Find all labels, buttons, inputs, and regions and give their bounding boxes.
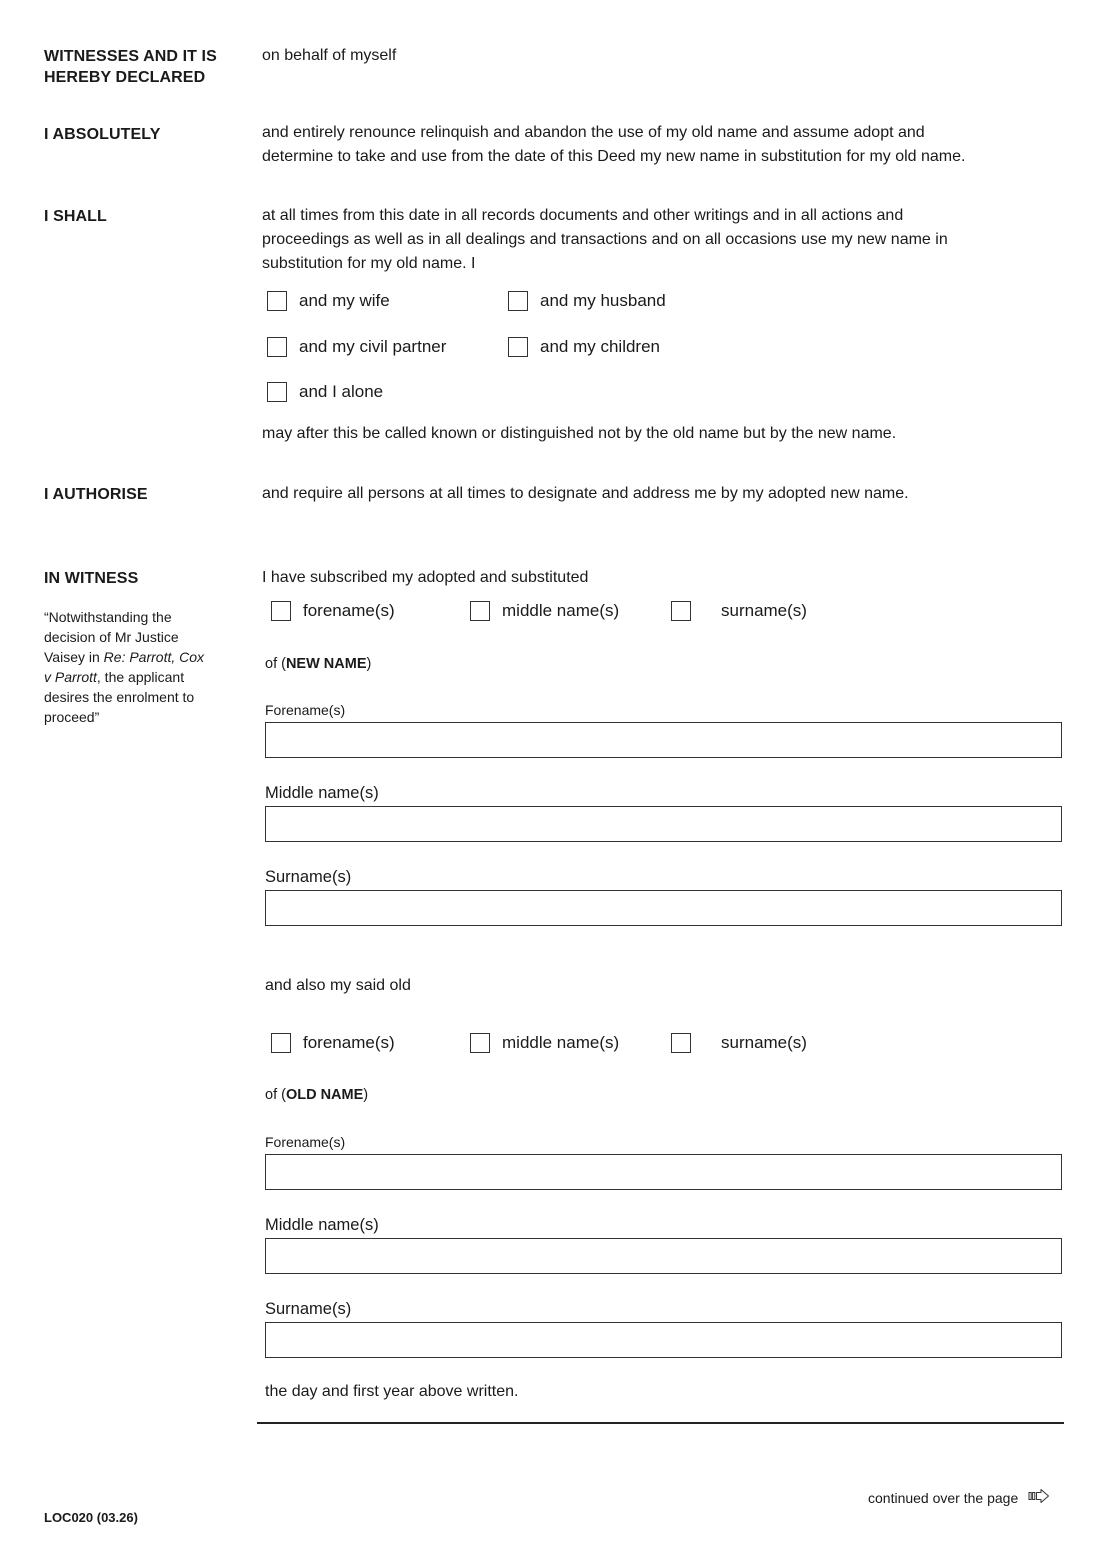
- old-forename-input[interactable]: [265, 1154, 1062, 1190]
- new-name-suffix: ): [366, 656, 372, 672]
- absolutely-text: [262, 121, 965, 169]
- old-option-middle[interactable]: [470, 1031, 619, 1055]
- in-witness-heading: IN WITNESS: [44, 570, 139, 587]
- note-line3: [44, 647, 234, 667]
- note-line5: desires the enrolment to: [44, 689, 195, 705]
- new-option-surname[interactable]: [671, 599, 807, 623]
- new-name-label: [265, 652, 371, 676]
- option-husband[interactable]: [508, 289, 666, 313]
- children-label: and my children: [540, 337, 661, 356]
- old-middle-label: Middle name(s): [265, 1216, 379, 1234]
- new-option-forename[interactable]: [271, 599, 395, 623]
- note-line6: proceed”: [44, 709, 100, 725]
- new-middle-input[interactable]: [265, 806, 1062, 842]
- old-middle-checkbox[interactable]: [470, 1033, 490, 1053]
- new-forename-option-label: forename(s): [303, 601, 395, 620]
- also-old-text: and also my said old: [265, 977, 411, 994]
- option-alone[interactable]: [267, 380, 383, 404]
- witnesses-heading: [44, 46, 217, 88]
- new-middle-checkbox[interactable]: [470, 601, 490, 621]
- absolutely-text-line1: and entirely renounce relinquish and abandon the use of my old name and assume adopt and: [262, 124, 925, 141]
- shall-text-line2: proceedings as well as in all dealings and transactions and on all occasions use my new name in: [262, 231, 948, 248]
- witnesses-text: on behalf of myself: [262, 47, 397, 64]
- new-name-prefix: of (: [265, 656, 286, 672]
- husband-checkbox[interactable]: [508, 291, 528, 311]
- old-name-label: [265, 1083, 368, 1107]
- authorise-heading: I AUTHORISE: [44, 486, 148, 503]
- shall-text-line1: at all times from this date in all records documents and other writings and in all actions and: [262, 207, 904, 224]
- alone-label: and I alone: [299, 382, 384, 401]
- in-witness-intro: I have subscribed my adopted and substituted: [262, 569, 589, 586]
- note-line1: “Notwithstanding the: [44, 609, 172, 625]
- new-middle-option-label: middle name(s): [502, 601, 620, 620]
- civil-partner-label: and my civil partner: [299, 337, 447, 356]
- authorise-text: and require all persons at all times to designate and address me by my adopted new name.: [262, 485, 909, 502]
- option-wife[interactable]: [267, 289, 390, 313]
- civil-partner-checkbox[interactable]: [267, 337, 287, 357]
- form-code: LOC020 (03.26): [44, 1510, 138, 1525]
- in-witness-note: [44, 607, 234, 727]
- option-children[interactable]: [508, 335, 660, 359]
- old-forename-label: Forename(s): [265, 1134, 346, 1150]
- shall-closing-text: may after this be called known or distinguished not by the old name but by the new name.: [262, 425, 897, 442]
- absolutely-text-line2: determine to take and use from the date of this Deed my new name in substitution for my old name.: [262, 148, 966, 165]
- note-line4-italic: v Parrott: [44, 669, 97, 685]
- shall-heading: I SHALL: [44, 208, 107, 225]
- wife-label: and my wife: [299, 291, 390, 310]
- old-middle-input[interactable]: [265, 1238, 1062, 1274]
- in-witness-closing-text: the day and first year above written.: [265, 1383, 519, 1400]
- continued-text: continued over the page: [868, 1490, 1019, 1506]
- children-checkbox[interactable]: [508, 337, 528, 357]
- new-forename-checkbox[interactable]: [271, 601, 291, 621]
- old-middle-option-label: middle name(s): [502, 1033, 620, 1052]
- note-line3-plain: Vaisey in: [44, 649, 104, 665]
- old-surname-option-label: surname(s): [721, 1033, 807, 1052]
- new-surname-input[interactable]: [265, 890, 1062, 926]
- note-line3-italic: Re: Parrott, Cox: [103, 649, 205, 665]
- witnesses-heading-line1: WITNESSES AND IT IS: [44, 48, 217, 65]
- shall-text-line3: substitution for my old name. I: [262, 255, 476, 272]
- old-forename-checkbox[interactable]: [271, 1033, 291, 1053]
- alone-checkbox[interactable]: [267, 382, 287, 402]
- old-option-surname[interactable]: [671, 1031, 807, 1055]
- husband-label: and my husband: [540, 291, 666, 310]
- note-line4-plain: , the applicant: [96, 669, 185, 685]
- continued-note: [868, 1488, 1050, 1508]
- new-option-middle[interactable]: [470, 599, 619, 623]
- old-surname-checkbox[interactable]: [671, 1033, 691, 1053]
- old-option-forename[interactable]: [271, 1031, 395, 1055]
- note-line2: decision of Mr Justice: [44, 629, 179, 645]
- new-forename-label: Forename(s): [265, 702, 346, 718]
- wife-checkbox[interactable]: [267, 291, 287, 311]
- absolutely-heading: I ABSOLUTELY: [44, 126, 161, 143]
- section-divider: [257, 1422, 1064, 1424]
- shall-text: [262, 204, 948, 276]
- old-surname-label: Surname(s): [265, 1300, 352, 1318]
- old-forename-option-label: forename(s): [303, 1033, 395, 1052]
- old-surname-input[interactable]: [265, 1322, 1062, 1358]
- old-name-bold: OLD NAME: [285, 1087, 364, 1103]
- witnesses-heading-line2: HEREBY DECLARED: [44, 69, 206, 86]
- new-surname-option-label: surname(s): [721, 601, 807, 620]
- old-name-suffix: ): [363, 1087, 369, 1103]
- old-name-prefix: of (: [265, 1087, 286, 1103]
- note-line4: [44, 667, 234, 687]
- new-surname-label: Surname(s): [265, 868, 352, 886]
- arrow-right-icon: [1028, 1488, 1050, 1508]
- option-civil-partner[interactable]: [267, 335, 446, 359]
- new-name-bold: NEW NAME: [285, 656, 367, 672]
- new-middle-label: Middle name(s): [265, 784, 379, 802]
- new-forename-input[interactable]: [265, 722, 1062, 758]
- new-surname-checkbox[interactable]: [671, 601, 691, 621]
